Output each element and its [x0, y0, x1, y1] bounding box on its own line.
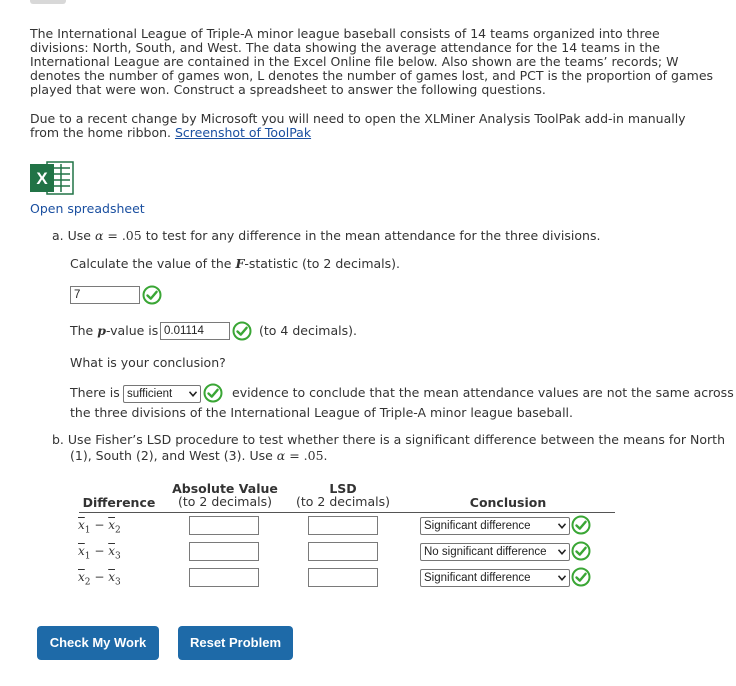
- header-difference: Difference: [82, 495, 156, 510]
- part-b-line1: Use Fisher’s LSD procedure to test whether there is a significant difference between the means for North: [67, 432, 726, 447]
- p-symbol: p: [97, 323, 106, 338]
- part-a-label: a.: [52, 228, 64, 243]
- row-3-conclusion-value: Significant difference: [424, 572, 531, 584]
- row-3-conclusion-select[interactable]: [420, 569, 570, 587]
- evidence-text-line2: the three divisions of the International League of Triple-A minor league baseball.: [70, 405, 574, 420]
- pvalue-mid: -value is: [105, 323, 159, 338]
- excel-icon-letter: X: [36, 169, 48, 188]
- part-b-line2-post: .: [323, 448, 328, 463]
- f-statistic-input[interactable]: 7: [70, 286, 140, 304]
- alpha-value: .05: [303, 448, 324, 463]
- pvalue-pre: The: [70, 323, 98, 338]
- there-is-label: There is: [70, 385, 120, 400]
- check-icon: [203, 383, 223, 403]
- p-value-prompt: [70, 323, 158, 338]
- row-1-abs-value-input[interactable]: [189, 516, 259, 535]
- check-icon: [571, 515, 591, 535]
- excel-icon[interactable]: [30, 159, 76, 197]
- header-abs-line1: Absolute Value: [172, 481, 278, 496]
- open-spreadsheet-link[interactable]: Open spreadsheet: [30, 201, 145, 216]
- part-b-prompt-line1: [52, 432, 725, 447]
- row-2-conclusion-select[interactable]: [420, 543, 570, 561]
- table-header-rule: [79, 512, 615, 513]
- check-icon: [232, 321, 252, 341]
- f-symbol: F: [235, 256, 245, 271]
- chevron-down-icon: [558, 575, 566, 581]
- chevron-down-icon: [189, 391, 197, 397]
- check-my-work-button[interactable]: Check My Work: [37, 626, 159, 660]
- chevron-down-icon: [558, 523, 566, 529]
- pvalue-post: (to 4 decimals).: [259, 323, 357, 338]
- row-3-abs-value-input[interactable]: [189, 568, 259, 587]
- conclusion-question: What is your conclusion?: [70, 355, 226, 370]
- row-1-conclusion-select[interactable]: [420, 517, 570, 535]
- row-3-difference: $\overline{x}_2 - \overline{x}_3$: [78, 570, 121, 588]
- part-b-prompt-line2: [70, 448, 328, 463]
- evidence-text-line1: evidence to conclude that the mean attendance values are not the same across: [232, 385, 734, 400]
- header-abs-line2: (to 2 decimals): [178, 494, 272, 509]
- header-lsd-line2: (to 2 decimals): [296, 494, 390, 509]
- row-3-lsd-input[interactable]: [308, 568, 378, 587]
- top-tab-indicator: [30, 0, 66, 4]
- evidence-select[interactable]: [123, 385, 201, 403]
- f-prompt-post: -statistic (to 2 decimals).: [244, 256, 401, 271]
- equals-sign: =: [285, 448, 304, 463]
- part-b-label: b.: [52, 432, 64, 447]
- check-icon: [571, 541, 591, 561]
- row-1-lsd-input[interactable]: [308, 516, 378, 535]
- row-2-abs-value-input[interactable]: [189, 542, 259, 561]
- f-stat-prompt: [70, 256, 400, 271]
- row-1-difference: $\overline{x}_1 - \overline{x}_2$: [78, 518, 121, 536]
- row-1-conclusion-value: Significant difference: [424, 520, 531, 532]
- part-a-prompt-pre: Use: [67, 228, 95, 243]
- p-value-input[interactable]: 0.01114: [160, 322, 230, 340]
- evidence-select-value: sufficient: [127, 388, 173, 400]
- row-2-conclusion-value: No significant difference: [424, 546, 547, 558]
- row-2-lsd-input[interactable]: [308, 542, 378, 561]
- toolpak-text: Due to a recent change by Microsoft you will need to open the XLMiner Analysis ToolPak add-in manually from the home ribbon.: [30, 111, 686, 140]
- alpha-symbol: α: [94, 228, 104, 243]
- alpha-value: .05: [121, 228, 142, 243]
- toolpak-paragraph: [30, 112, 714, 140]
- header-lsd-line1: LSD: [329, 481, 357, 496]
- header-conclusion: Conclusion: [469, 495, 547, 510]
- toolpak-screenshot-link[interactable]: Screenshot of ToolPak: [174, 125, 312, 140]
- part-a-prompt-post: to test for any difference in the mean attendance for the three divisions.: [141, 228, 601, 243]
- intro-paragraph: The International League of Triple-A minor league baseball consists of 14 teams organized into three divisions: North, South, and West. The data showing the average attendance for the 14 teams in the International League are contained in the Excel Online file below. Also shown are the teams’ records; W denotes the number of games won, L denotes the number of games lost, and PCT is the proportion of games played that were won. Construct a spreadsheet to answer the following questions.: [30, 26, 714, 97]
- part-b-line2-pre: (1), South (2), and West (3). Use: [70, 448, 277, 463]
- check-icon: [142, 285, 162, 305]
- part-a-prompt: [52, 228, 600, 243]
- reset-problem-button[interactable]: Reset Problem: [178, 626, 293, 660]
- row-2-difference: $\overline{x}_1 - \overline{x}_3$: [78, 544, 121, 562]
- f-prompt-pre: Calculate the value of the: [70, 256, 236, 271]
- equals-sign: =: [103, 228, 122, 243]
- chevron-down-icon: [558, 549, 566, 555]
- header-lsd: [292, 482, 394, 508]
- header-absolute-value: [170, 482, 280, 508]
- alpha-symbol: α: [276, 448, 286, 463]
- check-icon: [571, 567, 591, 587]
